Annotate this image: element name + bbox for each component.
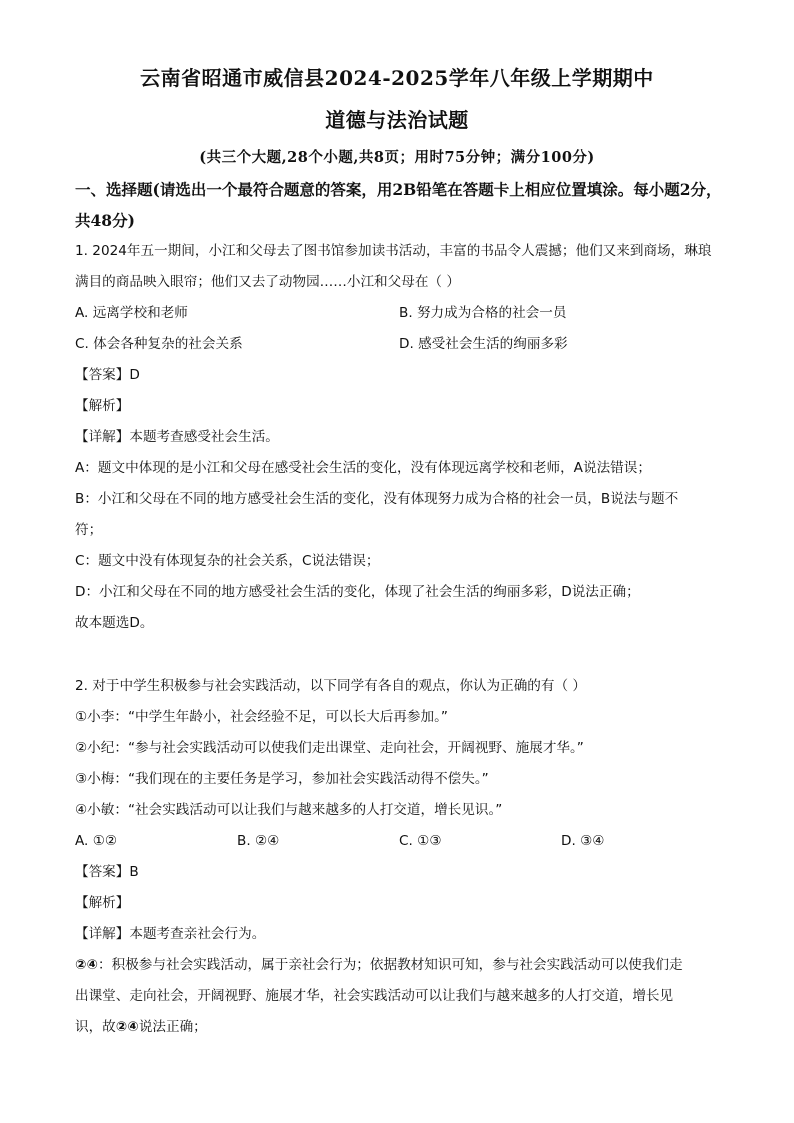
- q2-analysis-label: 【解析】: [75, 895, 130, 911]
- q1-explain-c: C：题文中没有体现复杂的社会关系，C说法错误；: [75, 553, 380, 569]
- q2-option-d: D. ③④: [561, 833, 605, 849]
- q2-view-4: ④小敏：“社会实践活动可以让我们与越来越多的人打交道，增长见识。”: [75, 802, 503, 818]
- q1-option-d: D. 感受社会生活的绚丽多彩: [399, 336, 568, 352]
- question-1: [75, 236, 723, 639]
- q1-conclusion: 故本题选D。: [75, 615, 154, 631]
- q1-explain-a: A：题文中体现的是小江和父母在感受社会生活的变化，没有体现远离学校和老师，A说法错误；: [75, 460, 651, 476]
- q1-option-c: C. 体会各种复杂的社会关系: [75, 336, 243, 352]
- q2-explain-line-1: [75, 950, 723, 981]
- q1-detail: 【详解】本题考查感受社会生活。: [75, 429, 279, 445]
- q2-answer: 【答案】B: [75, 864, 139, 880]
- q2-view-3: ③小梅：“我们现在的主要任务是学习，参加社会实践活动得不偿失。”: [75, 771, 489, 787]
- q2-options-row: [75, 826, 723, 857]
- q2-view-2: ②小纪：“参与社会实践活动可以使我们走出课堂、走向社会，开阔视野、施展才华。”: [75, 740, 584, 756]
- section-heading: 一、选择题(请选出一个最符合题意的答案，用2B铅笔在答题卡上相应位置填涂。每小题2分，共48分): [75, 180, 722, 230]
- q1-options-row-1: [75, 298, 723, 329]
- q1-explain-d: D：小江和父母在不同的地方感受社会生活的变化，体现了社会生活的绚丽多彩，D说法正确；: [75, 584, 640, 600]
- q2-stem: 2. 对于中学生积极参与社会实践活动，以下同学有各自的观点，你认为正确的有（ ）: [75, 678, 586, 694]
- q2-option-b: B. ②④: [237, 833, 280, 849]
- q2-detail: 【详解】本题考查亲社会行为。: [75, 926, 266, 942]
- q2-option-a: A. ①②: [75, 833, 118, 849]
- q1-explain-b-line-2: 符；: [75, 522, 103, 538]
- q1-answer: 【答案】D: [75, 367, 140, 383]
- exam-info: (共三个大题,28个小题,共8页；用时75分钟；满分100分): [199, 149, 595, 166]
- q1-stem-line-2: 满目的商品映入眼帘；他们又去了动物园……小江和父母在（ ）: [75, 274, 460, 290]
- q2-explain-mark-3: ②④: [115, 1019, 139, 1035]
- q2-explain-post-3: 说法正确；: [138, 1019, 207, 1035]
- q2-explain-line-2: 出课堂、走向社会，开阔视野、施展才华，社会实践活动可以让我们与越来越多的人打交道，增长见: [75, 988, 674, 1004]
- q2-explain-pre-3: 识，故: [75, 1019, 116, 1035]
- q2-view-1: ①小李：“中学生年龄小，社会经验不足，可以长大后再参加。”: [75, 709, 448, 725]
- subject-title: 道德与法治试题: [325, 108, 469, 132]
- exam-title: 云南省昭通市威信县2024-2025学年八年级上学期期中: [140, 66, 654, 90]
- question-2: [75, 671, 723, 1043]
- q2-option-c: C. ①③: [399, 833, 442, 849]
- q2-explain-line-3: [75, 1012, 723, 1043]
- q1-option-b: B. 努力成为合格的社会一员: [399, 305, 567, 321]
- q2-explain-text-1: ：积极参与社会实践活动，属于亲社会行为；依据教材知识可知，参与社会实践活动可以使我们走: [98, 957, 683, 973]
- q2-explain-mark-1: ②④: [75, 957, 99, 973]
- q1-explain-b-line-1: B：小江和父母在不同的地方感受社会生活的变化，没有体现努力成为合格的社会一员，B说法与题不: [75, 491, 679, 507]
- q1-option-a: A. 远离学校和老师: [75, 305, 188, 321]
- q1-stem-line-1: 1. 2024年五一期间，小江和父母去了图书馆参加读书活动，丰富的书品令人震撼；他们又来到商场，琳琅: [75, 243, 712, 259]
- q1-analysis-label: 【解析】: [75, 398, 130, 414]
- q1-options-row-2: [75, 329, 723, 360]
